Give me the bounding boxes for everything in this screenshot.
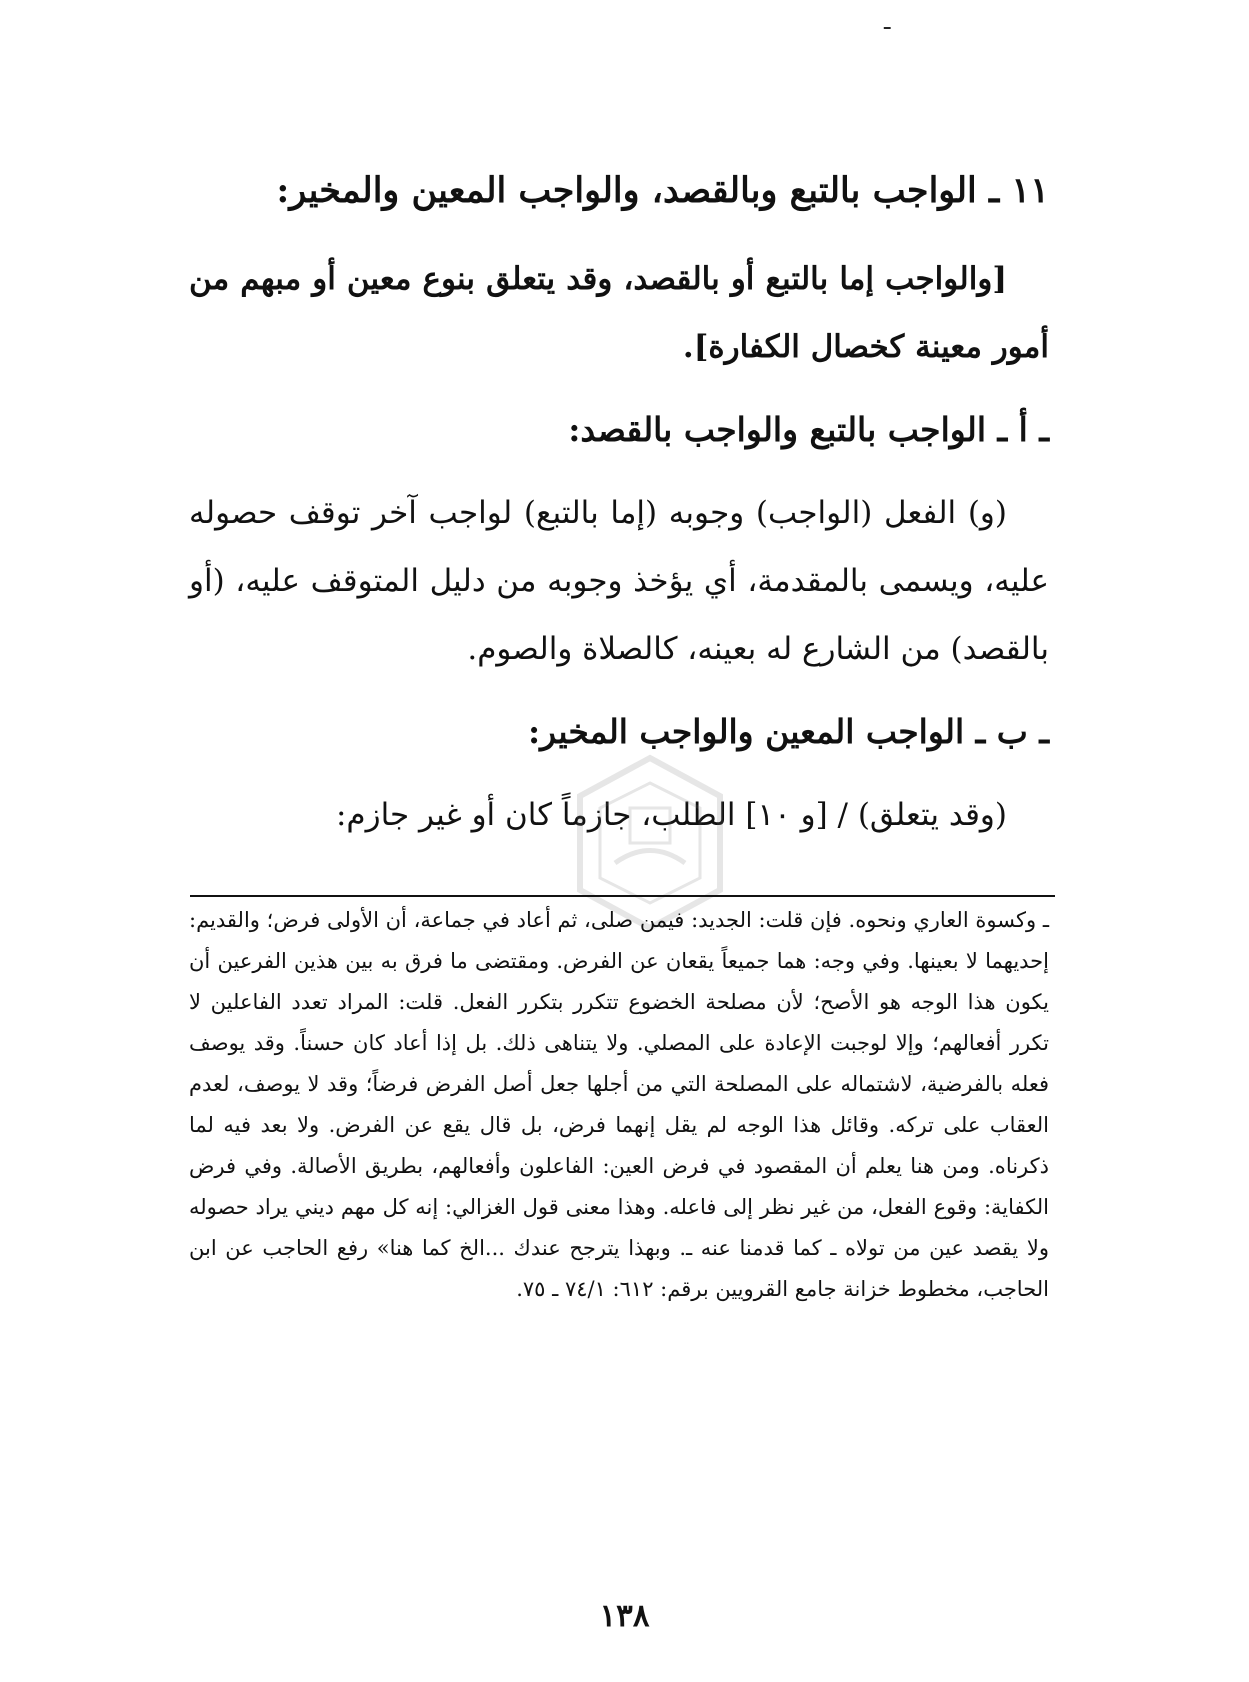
page-number: ١٣٨ xyxy=(599,1598,650,1634)
section-heading: ١١ ـ الواجب بالتبع وبالقصد، والواجب المعين والمخير: xyxy=(276,170,1049,211)
footnote: ـ وكسوة العاري ونحوه. فإن قلت: الجديد: فيمن صلى، ثم أعاد في جماعة، أن الأولى فرض؛ والقديم: إحديهما لا بعينها. وفي وجه: هما جميعاً يقعان عن الفرض. ومقتضى ما فرق به بين هذين الفرعين أن يكون هذا الوجه هو الأصح؛ لأن مصلحة الخضوع تتكرر بتكرر الفعل. قلت: المراد تعدد الفاعلين لا تكرر أفعالهم؛ وإلا لوجبت الإعادة على المصلي. ولا يتناهى ذلك. بل إذا أعاد كان حسناً. وقد يوصف فعله بالفرضية، لاشتماله على المصلحة التي من أجلها جعل أصل الفرض فرضاً؛ وقد لا يوصف، لعدم العقاب على تركه. وقائل هذا الوجه لم يقل إنهما فرض، بل قال يقع عن الفرض. ولا بعد فيه لما ذكرناه. ومن هنا يعلم أن المقصود في فرض العين: الفاعلون وأفعالهم، بطريق الأصالة. وفي فرض الكفاية: وقوع الفعل، من غير نظر إلى فاعله. وهذا معنى قول الغزالي: إنه كل مهم ديني يراد حصوله ولا يقصد عين من تولاه ـ كما قدمنا عنه ـ. وبهذا يترجح عندك ...الخ كما هنا» رفع الحاجب عن ابن الحاجب، مخطوط خزانة جامع القرويين برقم: ٦١٢: ٧٤/١ ـ ٧٥. xyxy=(189,908,1049,1301)
footnote-divider xyxy=(190,895,1055,897)
section-a-text: (و) الفعل (الواجب) وجوبه (إما بالتبع) لواجب آخر توقف حصوله عليه، ويسمى بالمقدمة، أي يؤخذ وجوبه من دليل المتوقف عليه، (أو بالقصد) من الشارع له بعينه، كالصلاة والصوم. xyxy=(189,495,1049,667)
top-mark: ـ xyxy=(884,10,891,35)
section-a-title: ـ أ ـ الواجب بالتبع والواجب بالقصد: xyxy=(568,410,1049,449)
section-b-title: ـ ب ـ الواجب المعين والواجب المخير: xyxy=(527,712,1049,751)
section-b-text: (وقد يتعلق) / [و ١٠] الطلب، جازماً كان أو غير جازم: xyxy=(335,797,1007,833)
main-text xyxy=(189,165,1049,873)
intro-paragraph: [والواجب إما بالتبع أو بالقصد، وقد يتعلق بنوع معين أو مبهم من أمور معينة كخصال الكفارة]. xyxy=(189,261,1049,365)
